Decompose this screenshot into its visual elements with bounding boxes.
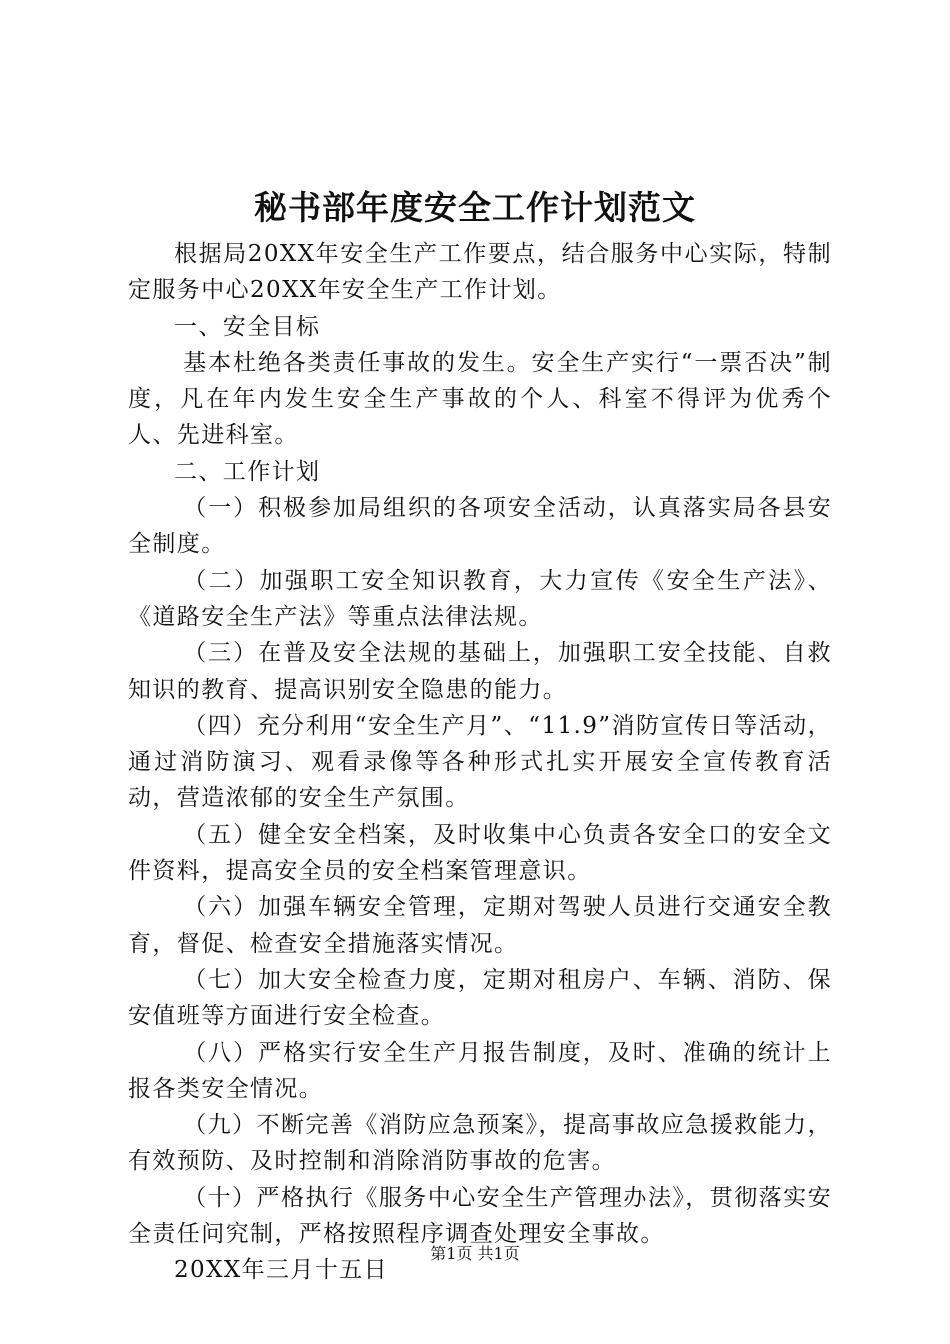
section-heading-plan: 二、工作计划 (174, 458, 321, 485)
plan-item-7: （七）加大安全检查力度，定期对租房户、车辆、消防、保安值班等方面进行安全检查。 (128, 966, 832, 1030)
plan-item-2: （二）加强职工安全知识教育，大力宣传《安全生产法》、《道路安全生产法》等重点法律法规。 (128, 567, 832, 630)
plan-item-10: （十）严格执行《服务中心安全生产管理办法》，贯彻落实安全责任问究制，严格按照程序调查处理安全事故。 (128, 1184, 832, 1248)
page-footer: 第1页 共1页 (430, 1244, 520, 1263)
section-heading-goal: 一、安全目标 (174, 313, 321, 340)
plan-item-8: （八）严格实行安全生产月报告制度，及时、准确的统计上报各类安全情况。 (128, 1039, 832, 1102)
goal-paragraph: 基本杜绝各类责任事故的发生。安全生产实行“一票否决”制度，凡在年内发生安全生产事故的个人、科室不得评为优秀个人、先进科室。 (128, 349, 832, 449)
plan-item-3: （三）在普及安全法规的基础上，加强职工安全技能、自救知识的教育、提高识别安全隐患的能力。 (128, 640, 832, 703)
plan-item-1: （一）积极参加局组织的各项安全活动，认真落实局各县安全制度。 (128, 495, 832, 558)
plan-item-5: （五）健全安全档案，及时收集中心负责各安全口的安全文件资料，提高安全员的安全档案管理意识。 (128, 821, 832, 885)
plan-item-9: （九）不断完善《消防应急预案》，提高事故应急援救能力，有效预防、及时控制和消除消防事故的危害。 (128, 1112, 832, 1175)
plan-item-6: （六）加强车辆安全管理，定期对驾驶人员进行交通安全教育，督促、检查安全措施落实情况。 (128, 894, 832, 957)
document-date: 20XX年三月十五日 (174, 1257, 389, 1284)
document-body (128, 236, 832, 1289)
document-title: 秘书部年度安全工作计划范文 (254, 188, 696, 227)
intro-paragraph: 根据局20XX年安全生产工作要点，结合服务中心实际，特制定服务中心20XX年安全生产工作计划。 (128, 241, 832, 304)
plan-item-4: （四）充分利用“安全生产月”、“11.9”消防宣传日等活动，通过消防演习、观看录像等各种形式扎实开展安全宣传教育活动，营造浓郁的安全生产氛围。 (128, 712, 832, 812)
